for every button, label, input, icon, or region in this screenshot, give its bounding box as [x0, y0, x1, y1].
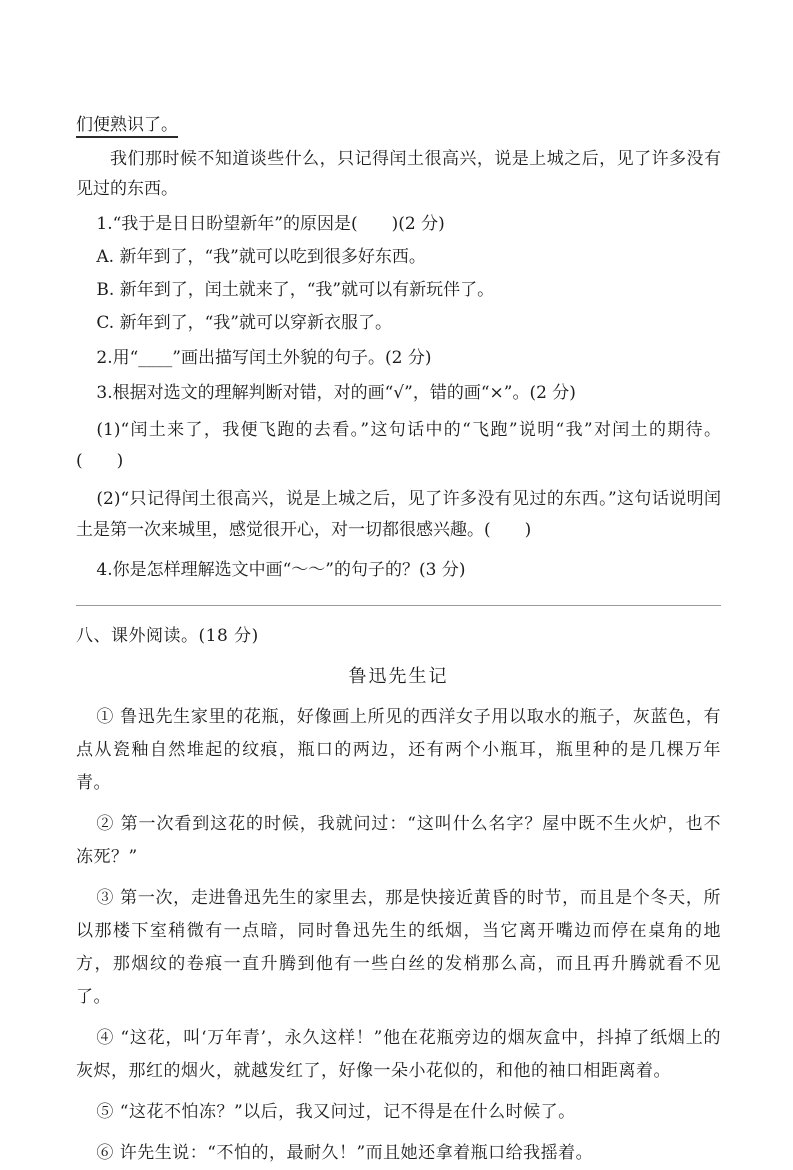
intro-paragraph: 我们那时候不知道谈些什么，只记得闰土很高兴，说是上城之后，见了许多没有见过的东西。	[76, 149, 721, 199]
carryover-line	[76, 110, 721, 140]
question-2-stem: 2.用“____”画出描写闰土外貌的句子。(2 分)	[96, 348, 432, 368]
question-1-option-c: C. 新年到了，“我”就可以穿新衣服了。	[96, 313, 392, 333]
passage-paragraph-6: ⑥ 许先生说：“不怕的，最耐久！”而且她还拿着瓶口给我摇着。	[96, 1143, 594, 1163]
passage-paragraph-2: ② 第一次看到这花的时候，我就问过：“这叫什么名字？屋中既不生火炉，也不冻死？”	[76, 814, 721, 867]
section-divider	[76, 605, 721, 606]
question-3-stem: 3.根据对选文的理解判断对错，对的画“√”，错的画“×”。(2 分)	[96, 383, 576, 403]
question-1-stem: 1.“我于是日日盼望新年”的原因是( )(2 分)	[96, 214, 445, 234]
passage-paragraph-4: ④ “这花，叫‘万年青’，永久这样！”他在花瓶旁边的烟灰盒中，抖掉了纸烟上的灰烬，那红的烟火，就越发红了，好像一朵小花似的，和他的袖口相距离着。	[76, 1028, 721, 1081]
question-1-option-b: B. 新年到了，闰土就来了，“我”就可以有新玩伴了。	[96, 280, 495, 300]
extracurricular-reading-section	[76, 620, 721, 1170]
passage-paragraph-5: ⑤ “这花不怕冻？”以后，我又问过，记不得是在什么时候了。	[96, 1102, 576, 1122]
section-8-heading: 八、课外阅读。(18 分)	[76, 626, 259, 646]
question-4-stem: 4.你是怎样理解选文中画“～～”的句子的？(3 分)	[96, 560, 466, 580]
question-1-option-a: A. 新年到了，“我”就可以吃到很多好东西。	[96, 247, 426, 267]
passage-paragraph-1: ① 鲁迅先生家里的花瓶，好像画上所见的西洋女子用以取水的瓶子，灰蓝色，有点从瓷釉自然堆起的纹痕，瓶口的两边，还有两个小瓶耳，瓶里种的是几棵万年青。	[76, 707, 721, 793]
passage-paragraph-3: ③ 第一次，走进鲁迅先生的家里去，那是快接近黄昏的时节，而且是个冬天，所以那楼下室稍微有一点暗，同时鲁迅先生的纸烟，当它离开嘴边而停在桌角的地方，那烟纹的卷痕一直升腾到他有一些白丝的发梢那么高，而且再升腾就看不见了。	[76, 888, 721, 1007]
question-3-item-2: (2)“只记得闰土很高兴，说是上城之后，见了许多没有见过的东西。”这句话说明闰土是第一次来城里，感觉很开心，对一切都很感兴趣。( )	[76, 489, 721, 540]
reading-passage-title: 鲁迅先生记	[348, 666, 449, 687]
underlined-answer-text: 们便熟识了。	[76, 115, 178, 138]
question-3-item-1: (1)“闰土来了，我便飞跑的去看。”这句话中的“飞跑”说明“我”对闰土的期待。( )	[76, 420, 721, 471]
